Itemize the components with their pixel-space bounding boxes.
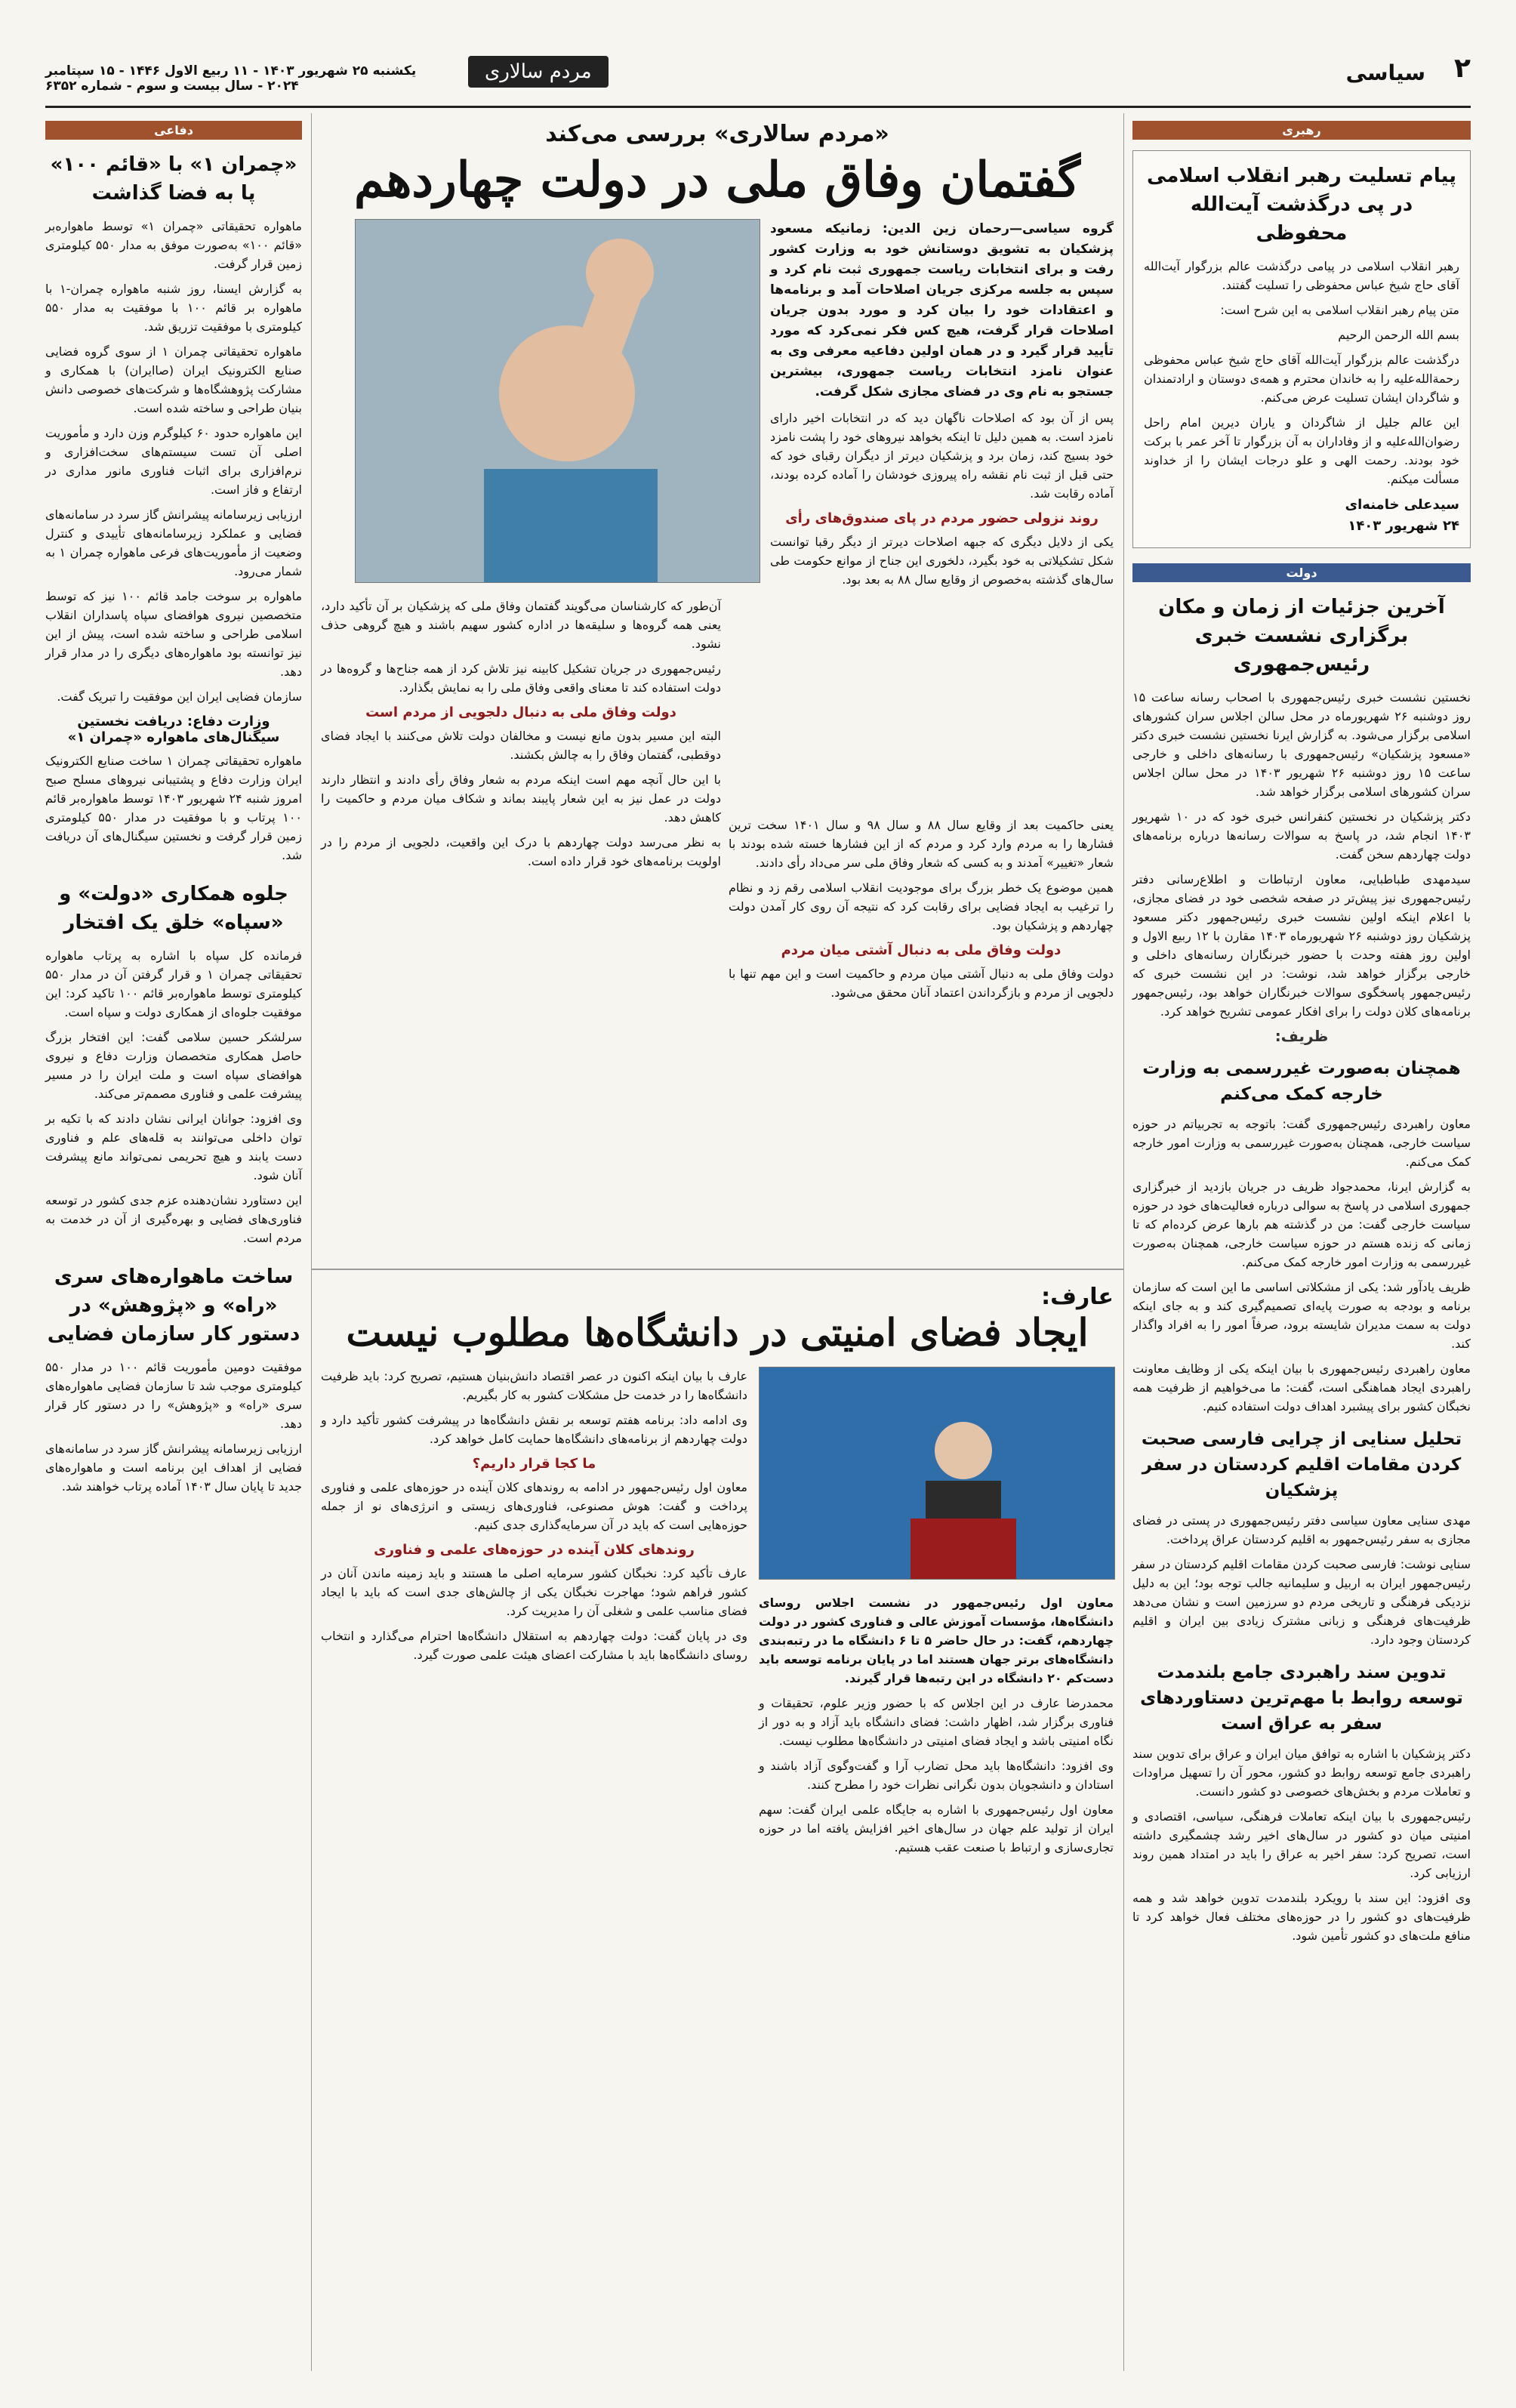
middle-subhead: روندهای کلان آینده در حوزه‌های علمی و فناوری: [374, 1542, 695, 1558]
masthead: [45, 45, 1471, 108]
issue-line: یکشنبه ۲۵ شهریور ۱۴۰۳ - ۱۱ ربیع الاول ۱۴۴۶ - ۱۵ سپتامبر ۲۰۲۴ - سال بیست و سوم - شماره ۶۳۵۲: [45, 63, 417, 94]
story-paragraph: معاون راهبردی رئیس‌جمهوری با بیان اینکه یکی از وظایف معاونت راهبردی ایجاد هماهنگی است، گفت: ما می‌خواهیم از ظرفیت همه نخبگان کشور برای پیشبرد اهداف دولت استفاده کنیم.: [1132, 1361, 1471, 1414]
lead-headline: گفتمان وفاق ملی در دولت چهاردهم: [354, 152, 1080, 208]
lead-paragraph: پس از آن بود که اصلاحات ناگهان دید که در انتخابات اخیر دارای نامزد است. به همین دلیل تا اینکه بخواهد نیروهای خود را پشت نامزد خود بسیج کند، زمان برد و پزشکیان دیرتر از دیگران رقبای خود که حتی قبل از ثبت نام نقشه راه پیروزی خودشان را آماده کرده بودند، آماده رقابت شد.: [770, 411, 1114, 501]
story-paragraph: رئیس‌جمهوری با بیان اینکه تعاملات فرهنگی، سیاسی، اقتصادی و امنیتی میان دو کشور در سال‌های اخیر رشد چشمگیری داشته است، تصریح کرد: سفر اخیر به عراق را باید در امتداد همین روند ارزیابی کرد.: [1132, 1809, 1471, 1880]
story-paragraph: ظریف یادآور شد: یکی از مشکلاتی اساسی ما این است که سازمان برنامه و بودجه به صورت پایه‌ای تصمیم‌گیری کند و به جای اینکه دولت به سمت مدیران شایسته برود، صرفاً امور را به افراد واگذار کند.: [1132, 1280, 1471, 1351]
lead-photo: [355, 219, 760, 583]
story-paragraph: مهدی سنایی معاون سیاسی دفتر رئیس‌جمهوری در پستی در فضای مجازی به سفر رئیس‌جمهور به اقلیم کردستان عراق پرداخت.: [1132, 1513, 1471, 1546]
middle-paragraph: وی افزود: دانشگاه‌ها باید محل تضارب آرا و گفت‌وگوی آزاد باشند و استادان و دانشجویان بدون نگرانی نظرات خود را مطرح کنند.: [759, 1759, 1114, 1792]
middle-headline: ایجاد فضای امنیتی در دانشگاه‌ها مطلوب نیست: [346, 1310, 1089, 1355]
lead-body-left: [321, 597, 721, 877]
middle-paragraph: محمدرضا عارف در این اجلاس که با حضور وزیر علوم، تحقیقات و فناوری برگزار شد، اظهار داشت: فضای دانشگاه باید آزاد و به دور از نگاه امنیتی باشد و ایجاد فضای امنیتی در دانشگاه‌ها مطلوب نیست.: [759, 1696, 1114, 1748]
story-headline: تحلیل سنایی از چرایی فارسی صحبت کردن مقامات اقلیم کردستان در سفر پزشکیان: [1141, 1429, 1462, 1500]
story-paragraph: ماهواره تحقیقاتی چمران ۱ از سوی گروه فضایی صنایع الکترونیک ایران (صاایران) با همکاری و مشارکت پژوهشگاه‌ها و شرکت‌های خصوصی دانش بنیان طراحی و ساخته شده است.: [45, 344, 302, 415]
right-column: [1132, 121, 1471, 1951]
story-paragraph: سازمان فضایی ایران این موفقیت را تبریک گفت.: [57, 689, 302, 704]
speaker-at-podium-image: [760, 1367, 1114, 1579]
middle-body-right: [759, 1593, 1114, 1863]
condolence-paragraph: رهبر انقلاب اسلامی در پیامی درگذشت عالم بزرگوار آیت‌الله آقای حاج شیخ عباس محفوظی را تسلیت گفتند.: [1144, 259, 1459, 292]
story-paragraph: دکتر پزشکیان در نخستین کنفرانس خبری خود که در ۱۰ شهریور ۱۴۰۳ انجام شد، در پاسخ به سوالات رسانه‌ها درباره برنامه‌های دولت چهاردهم سخن گفت.: [1132, 809, 1471, 862]
lead-intro-column: [770, 219, 1114, 595]
story-headline: جلوه همکاری «دولت» و «سپاه» خلق یک افتخار: [59, 883, 288, 934]
condolence-date: ۲۴ شهریور ۱۴۰۳: [1348, 518, 1459, 534]
lead-kicker: «مردم سالاری» بررسی می‌کند: [545, 121, 889, 147]
section-tag: دفاعی: [45, 121, 302, 140]
story-headline: همچنان به‌صورت غیررسمی به وزارت خارجه کمک می‌کنم: [1142, 1059, 1461, 1104]
condolence-title: پیام تسلیت رهبر انقلاب اسلامی در پی درگذشت آیت‌الله محفوظی: [1146, 165, 1457, 245]
lead-story: [321, 121, 1114, 208]
left-column: [45, 121, 302, 1502]
lead-subhead: روند نزولی حضور مردم در پای صندوق‌های رأی: [785, 510, 1098, 526]
lead-paragraph: همین موضوع یک خطر بزرگ برای موجودیت انقلاب اسلامی رقم زد و نظام را ترغیب به ایجاد فضایی برای رقابت کرد که نتیجه آن روی کار آمدن دولت چهاردهم و پزشکیان بود.: [729, 880, 1114, 933]
story-headline: «چمران ۱» با «قائم ۱۰۰» پا به فضا گذاشت: [50, 153, 297, 205]
story-paragraph: وی افزود: جوانان ایرانی نشان دادند که با تکیه بر توان داخلی می‌توانند به قله‌های علم و فناوری دست یابند و هیچ تحریمی نمی‌تواند مانع پیشرفت آنان شود.: [45, 1112, 302, 1182]
lead-paragraph: رئیس‌جمهوری در جریان تشکیل کابینه نیز تلاش کرد از همه جناح‌ها و گروه‌ها در دولت استفاده کند تا معنای واقعی وفاق ملی را به نمایش بگذارد.: [321, 661, 721, 695]
story-paragraph: سرلشکر حسین سلامی گفت: این افتخار بزرگ حاصل همکاری متخصصان وزارت دفاع و نیروی هوافضای سپاه است و ملت ایران را در مسیر پیشرفت علمی و فناوری مصمم‌تر می‌کند.: [45, 1030, 302, 1101]
section-name: سیاسی: [1345, 60, 1425, 85]
middle-paragraph: وی ادامه داد: برنامه هفتم توسعه بر نقش دانشگاه‌ها در پیشرفت کشور تأکید دارد و دولت چهاردهم از برنامه‌های دانشگاه‌ها حمایت کامل خواهد کرد.: [321, 1413, 747, 1446]
lead-paragraph: دولت وفاق ملی به دنبال آشتی میان مردم و حاکمیت است و این مهم تنها با دلجویی از مردم و بازگرداندن اعتماد آنان محقق می‌شود.: [729, 967, 1114, 1000]
page-number: ۲: [1454, 53, 1471, 84]
story-kicker: ظریف:: [1274, 1027, 1329, 1045]
condolence-paragraph: متن پیام رهبر انقلاب اسلامی به این شرح است:: [1220, 303, 1459, 317]
lead-paragraph: آن‌طور که کارشناسان می‌گویند گفتمان وفاق ملی که پزشکیان بر آن تأکید دارد، یعنی همه گروه‌ها و سلیقه‌ها در اداره کشور سهیم باشند و هیچ گروهی حذف نشود.: [321, 599, 721, 651]
middle-paragraph: عارف با بیان اینکه اکنون در عصر اقتصاد دانش‌بنیان هستیم، تصریح کرد: باید ظرفیت دانشگاه‌ها را در خدمت حل مشکلات کشور به کار بگیریم.: [321, 1369, 747, 1402]
lead-paragraph: به نظر می‌رسد دولت چهاردهم با درک این واقعیت، دلجویی از مردم را در اولویت برنامه‌های خود قرار داده است.: [321, 835, 721, 868]
column-rule: [1123, 113, 1124, 2371]
condolence-paragraph: درگذشت عالم بزرگوار آیت‌الله آقای حاج شیخ عباس محفوظی رحمةالله‌علیه را به خاندان محترم و همه‌ی دوستان و ارادتمندان و شاگردان ایشان تسلیت عرض می‌کنم.: [1144, 353, 1459, 405]
newspaper-logo: مردم سالاری: [468, 56, 609, 88]
middle-paragraph: معاون اول رئیس‌جمهوری با اشاره به جایگاه علمی ایران گفت: سهم ایران از تولید علم جهان در سال‌های اخیر افزایش یافته اما در حوزه تجاری‌سازی و ارتباط با صنعت عقب هستیم.: [759, 1802, 1114, 1855]
person-waving-image: [356, 220, 760, 582]
story-paragraph: این دستاورد نشان‌دهنده عزم جدی کشور در توسعه فناوری‌های فضایی و بهره‌گیری از آن در خدمت به مردم است.: [45, 1193, 302, 1245]
middle-subhead: ما کجا قرار داریم؟: [472, 1456, 596, 1472]
story-paragraph: سیدمهدی طباطبایی، معاون ارتباطات و اطلاع‌رسانی دفتر رئیس‌جمهوری نیز پیش‌تر در صفحه شخصی خود در فضای مجازی، با اعلام اینکه اولین نشست خبری رئیس‌جمهور دکتر مسعود پزشکیان روز دوشنبه ۲۶ شهریورماه ۱۴۰۳ مقارن با ۱۲ ربیع الاول و اولین روز هفته وحدت با حضور خبرنگاران رسانه‌های داخلی و خارجی برگزار خواهد شد، نوشت: در این نشست خبری که رئیس‌جمهور پاسخگوی سوالات خبرنگاران خواهد بود، رئیس‌جمهور برنامه‌های کلان دولت را برای افکار عمومی تشریح خواهد کرد.: [1132, 872, 1471, 1019]
story-paragraph: سنایی نوشت: فارسی صحبت کردن مقامات اقلیم کردستان در سفر رئیس‌جمهور ایران به اربیل و سلیمانیه جالب توجه بود؛ این به دلیل نزدیکی فرهنگی و تاریخی مردم دو سرزمین است و نشان می‌دهد ظرفیت‌های فرهنگی و زبانی مشترک زیادی بین ایران و اقلیم کردستان وجود دارد.: [1132, 1557, 1471, 1647]
story-paragraph: ماهواره بر سوخت جامد قائم ۱۰۰ نیز که توسط متخصصین نیروی هوافضای سپاه پاسداران انقلاب اسلامی طراحی و ساخته شده است، پیش از این نیز توانسته بود ماهواره‌های دیگری را در مدار قرار دهد.: [45, 589, 303, 679]
story-headline: ساخت ماهواره‌های سری «راه» و «پژوهش» در دستور کار سازمان فضایی: [47, 1266, 300, 1346]
story-paragraph: دکتر پزشکیان با اشاره به توافق میان ایران و عراق برای تدوین سند راهبردی جامع توسعه روابط دو کشور، محور آن را تسهیل مراودات و تعاملات مردم و بخش‌های خصوصی دو کشور دانست.: [1132, 1747, 1471, 1799]
condolence-box: [1132, 150, 1471, 548]
story-paragraph: فرمانده کل سپاه با اشاره به پرتاب ماهواره تحقیقاتی چمران ۱ و قرار گرفتن آن در مدار ۵۵۰ کیلومتری توسط ماهواره‌بر قائم ۱۰۰ تاکید کرد: این موفقیت جلوه‌ای از همکاری دولت و سپاه است.: [45, 948, 303, 1019]
story-headline: تدوین سند راهبردی جامع بلندمدت توسعه روابط با مهم‌ترین دستاوردهای سفر به عراق است: [1140, 1663, 1463, 1734]
middle-lead-paragraph: معاون اول رئیس‌جمهور در نشست اجلاس روسای دانشگاه‌ها، مؤسسات آموزش عالی و فناوری کشور در دولت چهاردهم، گفت: در حال حاضر ۵ تا ۶ دانشگاه ما در رتبه‌بندی دانشگاه‌های برتر جهان هستند اما در پایان برنامه توسعه باید دست‌کم ۲۰ دانشگاه در این رتبه‌ها قرار گیرند.: [759, 1596, 1114, 1685]
lead-paragraph: یعنی حاکمیت بعد از وقایع سال ۸۸ و سال ۹۸ و سال ۱۴۰۱ سخت ترین فشارها را به مردم وارد کرد و مردم که از این فشارها خسته شده بودند با شعار «تغییر» آمدند و به کسی که شعار وفاق ملی سر می‌داد رأی دادند.: [729, 818, 1114, 870]
lead-intro: گروه سیاسی—رحمان زین الدین: زمانیکه مسعود پزشکیان به تشویق دوستانش خود به وزارت کشور رفت و برای انتخابات ریاست جمهوری ثبت نام کرد و سپس به جلسه مرکزی جریان اصلاحات آمد و برنامه‌ها و اعتقادات خود را بیان کرد و مورد بدون جریان اصلاحات قرار گرفت، هیچ کس فکر نمی‌کرد که مورد تأیید قرار گیرد و در همان اولین دفاعیه معرفی وی به عنوان نامزد انتخابات ریاست جمهوری، بیشترین جستجو به نام وی در فضای مجازی شکل گرفت.: [770, 221, 1114, 399]
story-headline: آخرین جزئیات از زمان و مکان برگزاری نشست خبری رئیس‌جمهوری: [1158, 596, 1445, 676]
lead-paragraph: البته این مسیر بدون مانع نیست و مخالفان دولت تلاش می‌کنند با ایجاد فضای دوقطبی، گفتمان وفاق را به چالش بکشند.: [321, 729, 721, 762]
story-paragraph: موفقیت دومین مأموریت قائم ۱۰۰ در مدار ۵۵۰ کیلومتری موجب شد تا سازمان فضایی ماهواره‌های سری «راه» و «پژوهش» را در دستور کار قرار دهد.: [45, 1360, 303, 1431]
story-subhead: وزارت دفاع: دریافت نخستین سیگنال‌های ماهواره «چمران ۱»: [67, 714, 280, 745]
middle-paragraph: معاون اول رئیس‌جمهور در ادامه به روندهای کلان آینده در حوزه‌های علمی و فناوری پرداخت و گفت: هوش مصنوعی، فناوری‌های زیستی و انرژی‌های نو از جمله حوزه‌هایی است که باید در آن سرمایه‌گذاری جدی کنیم.: [321, 1480, 747, 1532]
section-tag: رهبری: [1132, 121, 1471, 140]
story-paragraph: ماهواره تحقیقاتی «چمران ۱» توسط ماهواره‌بر «قائم ۱۰۰» به‌صورت موفق به مدار ۵۵۰ کیلومتری زمین قرار گرفت.: [45, 219, 303, 271]
story-paragraph: وی افزود: این سند با رویکرد بلندمدت تدوین خواهد شد و همه ظرفیت‌های دو کشور را در حوزه‌های مختلف فعال خواهد کرد تا منافع ملت‌های دو کشور تأمین شود.: [1132, 1891, 1471, 1943]
lead-subhead: دولت وفاق ملی به دنبال دلجویی از مردم است: [365, 705, 676, 720]
column-rule: [311, 113, 312, 2371]
condolence-paragraph: این عالم جلیل از شاگردان و یاران دیرین امام راحل رضوان‌الله‌علیه و از وفاداران به آن بزرگوار تا آخر عمر با برکت خود بودند. رحمت الهی و علو درجات ایشان را از خداوند مسألت میکنم.: [1144, 415, 1459, 486]
story-paragraph: معاون راهبردی رئیس‌جمهوری گفت: باتوجه به تجربیاتم در حوزه سیاست خارجی، همچنان به‌صورت غیررسمی به وزارت امور خارجه کمک می‌کنم.: [1132, 1117, 1471, 1169]
lead-paragraph: با این حال آنچه مهم است اینکه مردم به شعار وفاق رأی دادند و انتظار دارند دولت در عمل نیز به این شعار پایبند بماند و شکاف میان مردم و حاکمیت را کاهش دهد.: [321, 772, 721, 825]
section-rule: [311, 1269, 1123, 1270]
story-paragraph: ارزیابی زیرسامانه پیشرانش گاز سرد در سامانه‌های فضایی و عملکرد زیرسامانه‌های تأییدی و کنترل وضعیت از مأموریت‌های فرعی ماهواره چمران ۱ به شمار می‌رود.: [45, 507, 302, 578]
section-tag: دولت: [1132, 563, 1471, 582]
lead-subhead: دولت وفاق ملی به دنبال آشتی میان مردم: [781, 942, 1062, 958]
middle-photo: [759, 1367, 1115, 1580]
condolence-signature: سیدعلی خامنه‌ای: [1345, 497, 1459, 513]
middle-story-header: [321, 1284, 1114, 1355]
middle-paragraph: وی در پایان گفت: دولت چهاردهم به استقلال دانشگاه‌ها احترام می‌گذارد و انتخاب روسای دانشگاه‌ها باید با مشارکت اعضای هیئت علمی صورت گیرد.: [321, 1629, 747, 1662]
story-paragraph: به گزارش ایرنا، محمدجواد ظریف در جریان بازدید از خبرگزاری جمهوری اسلامی در پاسخ به سوالی درباره فعالیت‌های خود در حوزه سیاست خارجی گفت: من در گذشته هم بارها عرض کرده‌ام که تا زمانی که زنده هستم در حوزه سیاست خارجی، همچنان به‌صورت غیررسمی به وزارت امور خارجه کمک می‌کنم.: [1132, 1179, 1471, 1269]
story-paragraph: ماهواره تحقیقاتی چمران ۱ ساخت صنایع الکترونیک ایران وزارت دفاع و پشتیبانی نیروهای مسلح صبح امروز شنبه ۲۴ شهریور ۱۴۰۳ توسط ماهواره‌بر قائم ۱۰۰ پرتاب و با موفقیت در مدار ۵۵۰ کیلومتری زمین قرار گرفت و نخستین سیگنال‌های آن دریافت شد.: [45, 754, 303, 862]
story-paragraph: ارزیابی زیرسامانه پیشرانش گاز سرد در سامانه‌های فضایی از اهداف این برنامه است و ماهواره‌های جدید تا پایان سال ۱۴۰۳ آماده پرتاب خواهند شد.: [45, 1441, 302, 1494]
story-paragraph: این ماهواره حدود ۶۰ کیلوگرم وزن دارد و مأموریت اصلی آن تست سیستم‌های سخت‌افزاری و نرم‌افزاری برای اثبات فناوری مانور مداری در ارتفاع و فاز است.: [45, 426, 302, 497]
middle-body-left: [321, 1367, 747, 1670]
middle-paragraph: عارف تأکید کرد: نخبگان کشور سرمایه اصلی ما هستند و باید زمینه ماندن آنان در کشور فراهم شود؛ مهاجرت نخبگان یکی از چالش‌های جدی است که باید با ایجاد فضای مناسب علمی و شغلی آن را مدیریت کرد.: [321, 1566, 747, 1618]
condolence-paragraph: بسم الله الرحمن الرحیم: [1338, 328, 1459, 342]
story-paragraph: نخستین نشست خبری رئیس‌جمهوری با اصحاب رسانه ساعت ۱۵ روز دوشنبه ۲۶ شهریورماه در محل سالن اجلاس سران کشورهای اسلامی برگزار می‌شود. به گزارش ایرنا نخستین نشست خبری دکتر «مسعود پزشکیان» رئیس‌جمهوری با رسانه‌های داخلی و خارجی ساعت ۱۵ روز دوشنبه ۲۶ شهریور ۱۴۰۳ در محل سالن اجلاس سران کشورهای اسلامی برگزار خواهد شد.: [1132, 690, 1471, 799]
lead-body-right: [729, 816, 1114, 1008]
middle-kicker: عارف:: [1041, 1284, 1114, 1310]
story-paragraph: به گزارش ایسنا، روز شنبه ماهواره چمران-۱ با ماهواره بر قائم ۱۰۰ با موفقیت به مدار ۵۵۰ کیلومتری با موفقیت تزریق شد.: [45, 282, 302, 334]
lead-paragraph: یکی از دلایل دیگری که جبهه اصلاحات دیرتر از دیگر رقبا توانست شکل تشکیلاتی به خود بگیرد، دلخوری این جناح از موانع حکومت طی سال‌های گذشته به‌خصوص از وقایع سال ۸۸ به بعد بود.: [770, 535, 1114, 587]
